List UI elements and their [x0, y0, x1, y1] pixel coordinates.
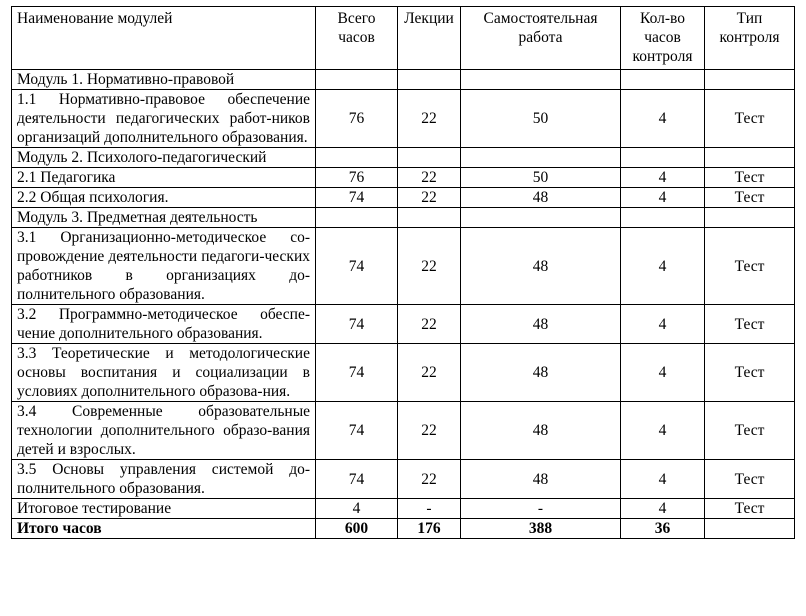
- control-type-cell: [705, 208, 795, 228]
- table-row: [12, 305, 795, 344]
- control-hours-cell: 4: [621, 188, 705, 208]
- self-work-cell: 48: [461, 344, 621, 402]
- control-type-cell: Тест: [705, 228, 795, 305]
- module-name-cell: Итого часов: [12, 519, 316, 539]
- lectures-cell: 22: [398, 90, 461, 148]
- total-cell: [316, 70, 398, 90]
- table-row: [12, 460, 795, 499]
- control-hours-cell: 4: [621, 228, 705, 305]
- module-name-cell: 3.2 Программно-методическое обеспе-чение дополнительного образования.: [12, 305, 316, 344]
- table-row: [12, 188, 795, 208]
- total-cell: 74: [316, 228, 398, 305]
- table-row: [12, 402, 795, 460]
- control-type-cell: Тест: [705, 460, 795, 499]
- header-self-work: Самостоятельная работа: [461, 7, 621, 70]
- table-row: [12, 168, 795, 188]
- module-name-cell: 3.3 Теоретические и методологические основы воспитания и социализации в условиях дополнительного образова-ния.: [12, 344, 316, 402]
- control-hours-cell: 4: [621, 402, 705, 460]
- control-type-cell: Тест: [705, 90, 795, 148]
- control-hours-cell: [621, 208, 705, 228]
- self-work-cell: [461, 148, 621, 168]
- total-cell: 74: [316, 460, 398, 499]
- control-type-cell: [705, 70, 795, 90]
- module-name-cell: 2.2 Общая психология.: [12, 188, 316, 208]
- modules-table: [11, 6, 795, 539]
- lectures-cell: 22: [398, 188, 461, 208]
- module-name-cell: 3.4 Современные образовательные технологии дополнительного образо-вания детей и взрослых.: [12, 402, 316, 460]
- control-type-cell: [705, 148, 795, 168]
- lectures-cell: 176: [398, 519, 461, 539]
- self-work-cell: [461, 208, 621, 228]
- total-cell: 74: [316, 402, 398, 460]
- control-hours-cell: [621, 148, 705, 168]
- header-control-type: Тип контроля: [705, 7, 795, 70]
- self-work-cell: 388: [461, 519, 621, 539]
- self-work-cell: 50: [461, 90, 621, 148]
- total-cell: 76: [316, 90, 398, 148]
- control-hours-cell: 4: [621, 90, 705, 148]
- control-hours-cell: 4: [621, 460, 705, 499]
- module-row: [12, 70, 795, 90]
- lectures-cell: 22: [398, 305, 461, 344]
- header-total: Всего часов: [316, 7, 398, 70]
- table-body: [12, 70, 795, 539]
- lectures-cell: [398, 70, 461, 90]
- module-row: [12, 148, 795, 168]
- module-name-cell: Итоговое тестирование: [12, 499, 316, 519]
- lectures-cell: 22: [398, 168, 461, 188]
- control-hours-cell: 4: [621, 168, 705, 188]
- total-cell: 600: [316, 519, 398, 539]
- self-work-cell: [461, 70, 621, 90]
- lectures-cell: [398, 148, 461, 168]
- control-hours-cell: 4: [621, 499, 705, 519]
- total-cell: 76: [316, 168, 398, 188]
- header-name: Наименование модулей: [12, 7, 316, 70]
- self-work-cell: 50: [461, 168, 621, 188]
- control-type-cell: Тест: [705, 499, 795, 519]
- lectures-cell: 22: [398, 344, 461, 402]
- control-type-cell: Тест: [705, 402, 795, 460]
- module-name-cell: 3.5 Основы управления системой до-полнительного образования.: [12, 460, 316, 499]
- table-row: [12, 499, 795, 519]
- lectures-cell: -: [398, 499, 461, 519]
- total-cell: 74: [316, 344, 398, 402]
- total-cell: 74: [316, 305, 398, 344]
- module-name-cell: 3.1 Организационно-методическое со-провождение деятельности педагоги-ческих работников в организациях до-полнительного образования.: [12, 228, 316, 305]
- table-row: [12, 228, 795, 305]
- control-type-cell: Тест: [705, 344, 795, 402]
- module-name-cell: 1.1 Нормативно-правовое обеспечение деятельности педагогических работ-ников организаций дополнительного образования.: [12, 90, 316, 148]
- control-type-cell: Тест: [705, 188, 795, 208]
- self-work-cell: -: [461, 499, 621, 519]
- self-work-cell: 48: [461, 188, 621, 208]
- lectures-cell: [398, 208, 461, 228]
- module-name-cell: Модуль 3. Предметная деятельность: [12, 208, 316, 228]
- control-type-cell: Тест: [705, 168, 795, 188]
- control-hours-cell: 36: [621, 519, 705, 539]
- module-row: [12, 208, 795, 228]
- total-cell: [316, 208, 398, 228]
- control-hours-cell: 4: [621, 344, 705, 402]
- header-lectures: Лекции: [398, 7, 461, 70]
- control-hours-cell: [621, 70, 705, 90]
- lectures-cell: 22: [398, 402, 461, 460]
- total-row: [12, 519, 795, 539]
- table-row: [12, 344, 795, 402]
- header-row: [12, 7, 795, 70]
- lectures-cell: 22: [398, 228, 461, 305]
- self-work-cell: 48: [461, 305, 621, 344]
- header-control-hours: Кол-во часов контроля: [621, 7, 705, 70]
- self-work-cell: 48: [461, 460, 621, 499]
- lectures-cell: 22: [398, 460, 461, 499]
- control-hours-cell: 4: [621, 305, 705, 344]
- self-work-cell: 48: [461, 402, 621, 460]
- total-cell: 74: [316, 188, 398, 208]
- control-type-cell: Тест: [705, 305, 795, 344]
- self-work-cell: 48: [461, 228, 621, 305]
- total-cell: [316, 148, 398, 168]
- control-type-cell: [705, 519, 795, 539]
- module-name-cell: Модуль 2. Психолого-педагогический: [12, 148, 316, 168]
- total-cell: 4: [316, 499, 398, 519]
- table-row: [12, 90, 795, 148]
- module-name-cell: 2.1 Педагогика: [12, 168, 316, 188]
- module-name-cell: Модуль 1. Нормативно-правовой: [12, 70, 316, 90]
